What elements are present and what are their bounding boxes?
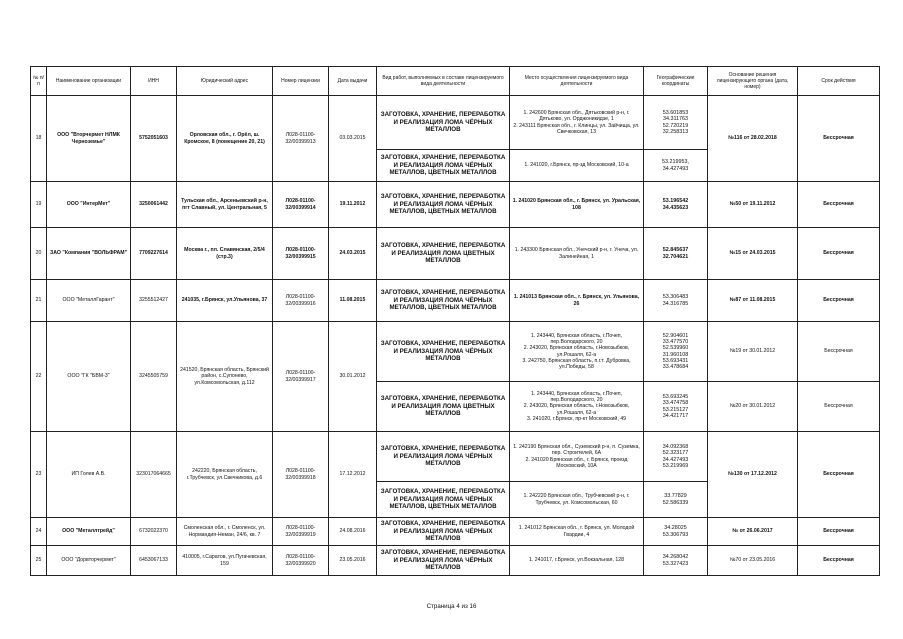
table-row [31, 322, 880, 382]
validity-term: Бессрочная [798, 518, 880, 546]
row-num: 24 [31, 518, 47, 546]
work-location: 1. 241013 Брянская обл., г. Брянск, ул. Ульянова, 26 [510, 280, 644, 322]
decision-basis: №20 от 30.01.2012 [708, 382, 798, 432]
row-num: 19 [31, 182, 47, 228]
legal-address: Смоленская обл., г. Смоленск, ул. Нормандия-Неман, 24/6, кв. 7 [177, 518, 273, 546]
issue-date: 17.12.2012 [329, 432, 377, 518]
row-num: 23 [31, 432, 47, 518]
work-location: 1. 243300 Брянская обл., Унечский р-н, г. Унеча, ул. Залинейная, 1 [510, 228, 644, 280]
table-row [31, 280, 880, 322]
work-type: ЗАГОТОВКА, ХРАНЕНИЕ, ПЕРЕРАБОТКА И РЕАЛИЗАЦИЯ ЛОМА ЧЁРНЫХ МЕТАЛЛОВ, ЦВЕТНЫХ МЕТАЛЛОВ [377, 280, 510, 322]
table-header-row [31, 67, 880, 96]
header-addr: Юридический адрес [177, 67, 273, 96]
work-type: ЗАГОТОВКА, ХРАНЕНИЕ, ПЕРЕРАБОТКА И РЕАЛИЗАЦИЯ ЛОМА ЧЁРНЫХ МЕТАЛЛОВ [377, 322, 510, 382]
page-footer: Страница 4 из 16 [426, 603, 477, 610]
license-number: Л028-01100-32/00399920 [273, 546, 329, 576]
header-coords: Географические координаты [644, 67, 708, 96]
license-number: Л028-01100-32/00399919 [273, 518, 329, 546]
validity-term: Бессрочная [798, 228, 880, 280]
work-location: 1. 242220 Брянская обл., Трубчевский р-н, г. Трубчевск, ул. Комсомольская, 60 [510, 482, 644, 518]
validity-term: Бессрочная [798, 432, 880, 518]
work-type: ЗАГОТОВКА, ХРАНЕНИЕ, ПЕРЕРАБОТКА И РЕАЛИЗАЦИЯ ЛОМА ЧЁРНЫХ МЕТАЛЛОВ [377, 518, 510, 546]
legal-address: 410005, г.Саратов, ул.Пугачевская, 159 [177, 546, 273, 576]
issue-date: 24.08.2016 [329, 518, 377, 546]
work-type: ЗАГОТОВКА, ХРАНЕНИЕ, ПЕРЕРАБОТКА И РЕАЛИЗАЦИЯ ЛОМА ЦВЕТНЫХ МЕТАЛЛОВ [377, 228, 510, 280]
coordinates: 52.845637 32.704621 [644, 228, 708, 280]
legal-address: 241520, Брянская область, Брянский район, с.Супонево, ул.Комсомольская, д.112 [177, 322, 273, 432]
org-name: ООО "ГК "БВМ-3" [47, 322, 131, 432]
coordinates: 52.904601 33.477570 52.539960 31.960108 53.693431 33.478684 [644, 322, 708, 382]
work-type: ЗАГОТОВКА, ХРАНЕНИЕ, ПЕРЕРАБОТКА И РЕАЛИЗАЦИЯ ЛОМА ЧЁРНЫХ МЕТАЛЛОВ [377, 96, 510, 150]
table-row [31, 228, 880, 280]
inn-value: 5752051603 [131, 96, 177, 182]
license-registry-table [30, 66, 880, 576]
work-location: 1. 241012 Брянская обл., г. Брянск, ул. Молодой Гвардии, 4 [510, 518, 644, 546]
issue-date: 23.05.2016 [329, 546, 377, 576]
license-number: Л028-01100-32/00399918 [273, 432, 329, 518]
work-type: ЗАГОТОВКА, ХРАНЕНИЕ, ПЕРЕРАБОТКА И РЕАЛИЗАЦИЯ ЛОМА ЧЁРНЫХ МЕТАЛЛОВ, ЦВЕТНЫХ МЕТАЛЛОВ [377, 150, 510, 182]
work-location: 1. 241020 Брянская обл., г. Брянск, ул. Уральская, 108 [510, 182, 644, 228]
coordinates: 53.219953, 34.427493 [644, 150, 708, 182]
license-registry-document [30, 66, 879, 576]
org-name: ЗАО "Компания "ВОЛЬФРАМ" [47, 228, 131, 280]
decision-basis: №116 от 28.02.2018 [708, 96, 798, 182]
validity-term: Бессрочная [798, 322, 880, 382]
header-org: Наименование организации [47, 67, 131, 96]
coordinates: 34.268042 53.327423 [644, 546, 708, 576]
table-row [31, 546, 880, 576]
issue-date: 11.08.2015 [329, 280, 377, 322]
coordinates: 34.28025 53.306793 [644, 518, 708, 546]
row-num: 21 [31, 280, 47, 322]
validity-term: Бессрочная [798, 546, 880, 576]
inn-value: 3255512427 [131, 280, 177, 322]
work-type: ЗАГОТОВКА, ХРАНЕНИЕ, ПЕРЕРАБОТКА И РЕАЛИЗАЦИЯ ЛОМА ЦВЕТНЫХ МЕТАЛЛОВ [377, 382, 510, 432]
validity-term: Бессрочная [798, 280, 880, 322]
work-location: 1. 242190 Брянская обл., Суземский р-н, п. Суземка, пер. Строителей, 6А 2. 241020 Брянская обл., г. Брянск, проезд Московский, 10А [510, 432, 644, 482]
issue-date: 24.03.2015 [329, 228, 377, 280]
org-name: ООО "Металлтрейд" [47, 518, 131, 546]
license-number: Л028-01100-32/00399914 [273, 182, 329, 228]
legal-address: Москва г., пл. Славянская, 2/5/4 (стр.3) [177, 228, 273, 280]
header-num: № п/п [31, 67, 47, 96]
license-number: Л028-01100-32/00399915 [273, 228, 329, 280]
org-name: ООО "Дорвторчермет" [47, 546, 131, 576]
decision-basis: № от 26.06.2017 [708, 518, 798, 546]
work-type: ЗАГОТОВКА, ХРАНЕНИЕ, ПЕРЕРАБОТКА И РЕАЛИЗАЦИЯ ЛОМА ЧЁРНЫХ МЕТАЛЛОВ, ЦВЕТНЫХ МЕТАЛЛОВ [377, 482, 510, 518]
inn-value: 3245505759 [131, 322, 177, 432]
decision-basis: №87 от 11.08.2015 [708, 280, 798, 322]
coordinates: 34.092368 52.323177 34.427493 53.219969 [644, 432, 708, 482]
license-number: Л028-01100-32/00399917 [273, 322, 329, 432]
header-inn: ИНН [131, 67, 177, 96]
org-name: ООО "Вторчермет НЛМК Черноземье" [47, 96, 131, 182]
coordinates: 53.196542 34.435623 [644, 182, 708, 228]
issue-date: 30.01.2012 [329, 322, 377, 432]
row-num: 18 [31, 96, 47, 182]
work-location: 1. 243440, Брянская область, г.Почеп, пер.Володарского, 20 2. 243020, Брянская область, г.Новозыбков, ул.Рошаля, 62-а 3. 242750, Брянская область, п.г.т. Дубровка, ул.Победы, 58 [510, 322, 644, 382]
validity-term: Бессрочная [798, 382, 880, 432]
inn-value: 6453067133 [131, 546, 177, 576]
header-basis: Основание решения лицензирующего органа (дата, номер) [708, 67, 798, 96]
header-license: Номер лицензии [273, 67, 329, 96]
license-number: Л028-01100-32/00399913 [273, 96, 329, 182]
decision-basis: №19 от 30.01.2012 [708, 322, 798, 382]
row-num: 22 [31, 322, 47, 432]
work-type: ЗАГОТОВКА, ХРАНЕНИЕ, ПЕРЕРАБОТКА И РЕАЛИЗАЦИЯ ЛОМА ЧЁРНЫХ МЕТАЛЛОВ [377, 546, 510, 576]
org-name: ООО "МеталлГарант" [47, 280, 131, 322]
coordinates: 33.77829 52.586339 [644, 482, 708, 518]
coordinates: 53.693245 33.474758 53.215127 34.421717 [644, 382, 708, 432]
inn-value: 323017064665 [131, 432, 177, 518]
validity-term: Бессрочная [798, 182, 880, 228]
inn-value: 7709227614 [131, 228, 177, 280]
decision-basis: №130 от 17.12.2012 [708, 432, 798, 518]
work-type: ЗАГОТОВКА, ХРАНЕНИЕ, ПЕРЕРАБОТКА И РЕАЛИЗАЦИЯ ЛОМА ЧЁРНЫХ МЕТАЛЛОВ, ЦВЕТНЫХ МЕТАЛЛОВ [377, 182, 510, 228]
table-row [31, 432, 880, 482]
coordinates: 53.306483 34.316785 [644, 280, 708, 322]
work-location: 1. 241020, г.Брянск, пр-зд Московский, 10-а [510, 150, 644, 182]
issue-date: 19.11.2012 [329, 182, 377, 228]
inn-value: 3250061442 [131, 182, 177, 228]
work-location: 1. 242600 Брянская обл., Дятьковский р-н, г. Дятьково, ул. Орджоникидзе, 1 2. 243111 Брянская обл., г. Клинцы, ул. Зайчища, ул. Свечковская, 13 [510, 96, 644, 150]
inn-value: 6732022370 [131, 518, 177, 546]
legal-address: Тульская обл., Арсеньевский р-н, пгт Славный, ул. Центральная, 5 [177, 182, 273, 228]
header-term: Срок действия [798, 67, 880, 96]
work-location: 1. 243440, Брянская область, г.Почеп, пер.Володарского, 20 2. 243020, Брянская область, г.Новозыбков, ул.Рошаля, 62-а 3. 241020, г.Брянск, пр-кт Московский, 49 [510, 382, 644, 432]
row-num: 25 [31, 546, 47, 576]
header-work: Вид работ, выполняемых в составе лицензируемого вида деятельности [377, 67, 510, 96]
work-location: 1. 241017, г.Брянск, ул.Вокзальная, 128 [510, 546, 644, 576]
issue-date: 03.03.2015 [329, 96, 377, 182]
decision-basis: №70 от 23.05.2016 [708, 546, 798, 576]
row-num: 20 [31, 228, 47, 280]
legal-address: Орловская обл., г. Орёл, ш. Кромское, 8 (помещение 20, 21) [177, 96, 273, 182]
header-place: Место осуществления лицензируемого вида деятельности [510, 67, 644, 96]
validity-term: Бессрочная [798, 96, 880, 182]
work-type: ЗАГОТОВКА, ХРАНЕНИЕ, ПЕРЕРАБОТКА И РЕАЛИЗАЦИЯ ЛОМА ЧЁРНЫХ МЕТАЛЛОВ [377, 432, 510, 482]
org-name: ИП Голев А.В. [47, 432, 131, 518]
legal-address: 241035, г.Брянск, ул.Ульянова, 37 [177, 280, 273, 322]
legal-address: 242220, Брянская область, г.Трубчевск, ул.Свечникова, д.6 [177, 432, 273, 518]
table-row [31, 182, 880, 228]
table-row [31, 518, 880, 546]
license-number: Л028-01100-32/00399916 [273, 280, 329, 322]
table-row [31, 96, 880, 150]
org-name: ООО "ИнтерМет" [47, 182, 131, 228]
decision-basis: №50 от 19.11.2012 [708, 182, 798, 228]
decision-basis: №15 от 24.03.2015 [708, 228, 798, 280]
header-date: Дата выдачи [329, 67, 377, 96]
coordinates: 53.601853 34.311763 52.720219 32.258313 [644, 96, 708, 150]
